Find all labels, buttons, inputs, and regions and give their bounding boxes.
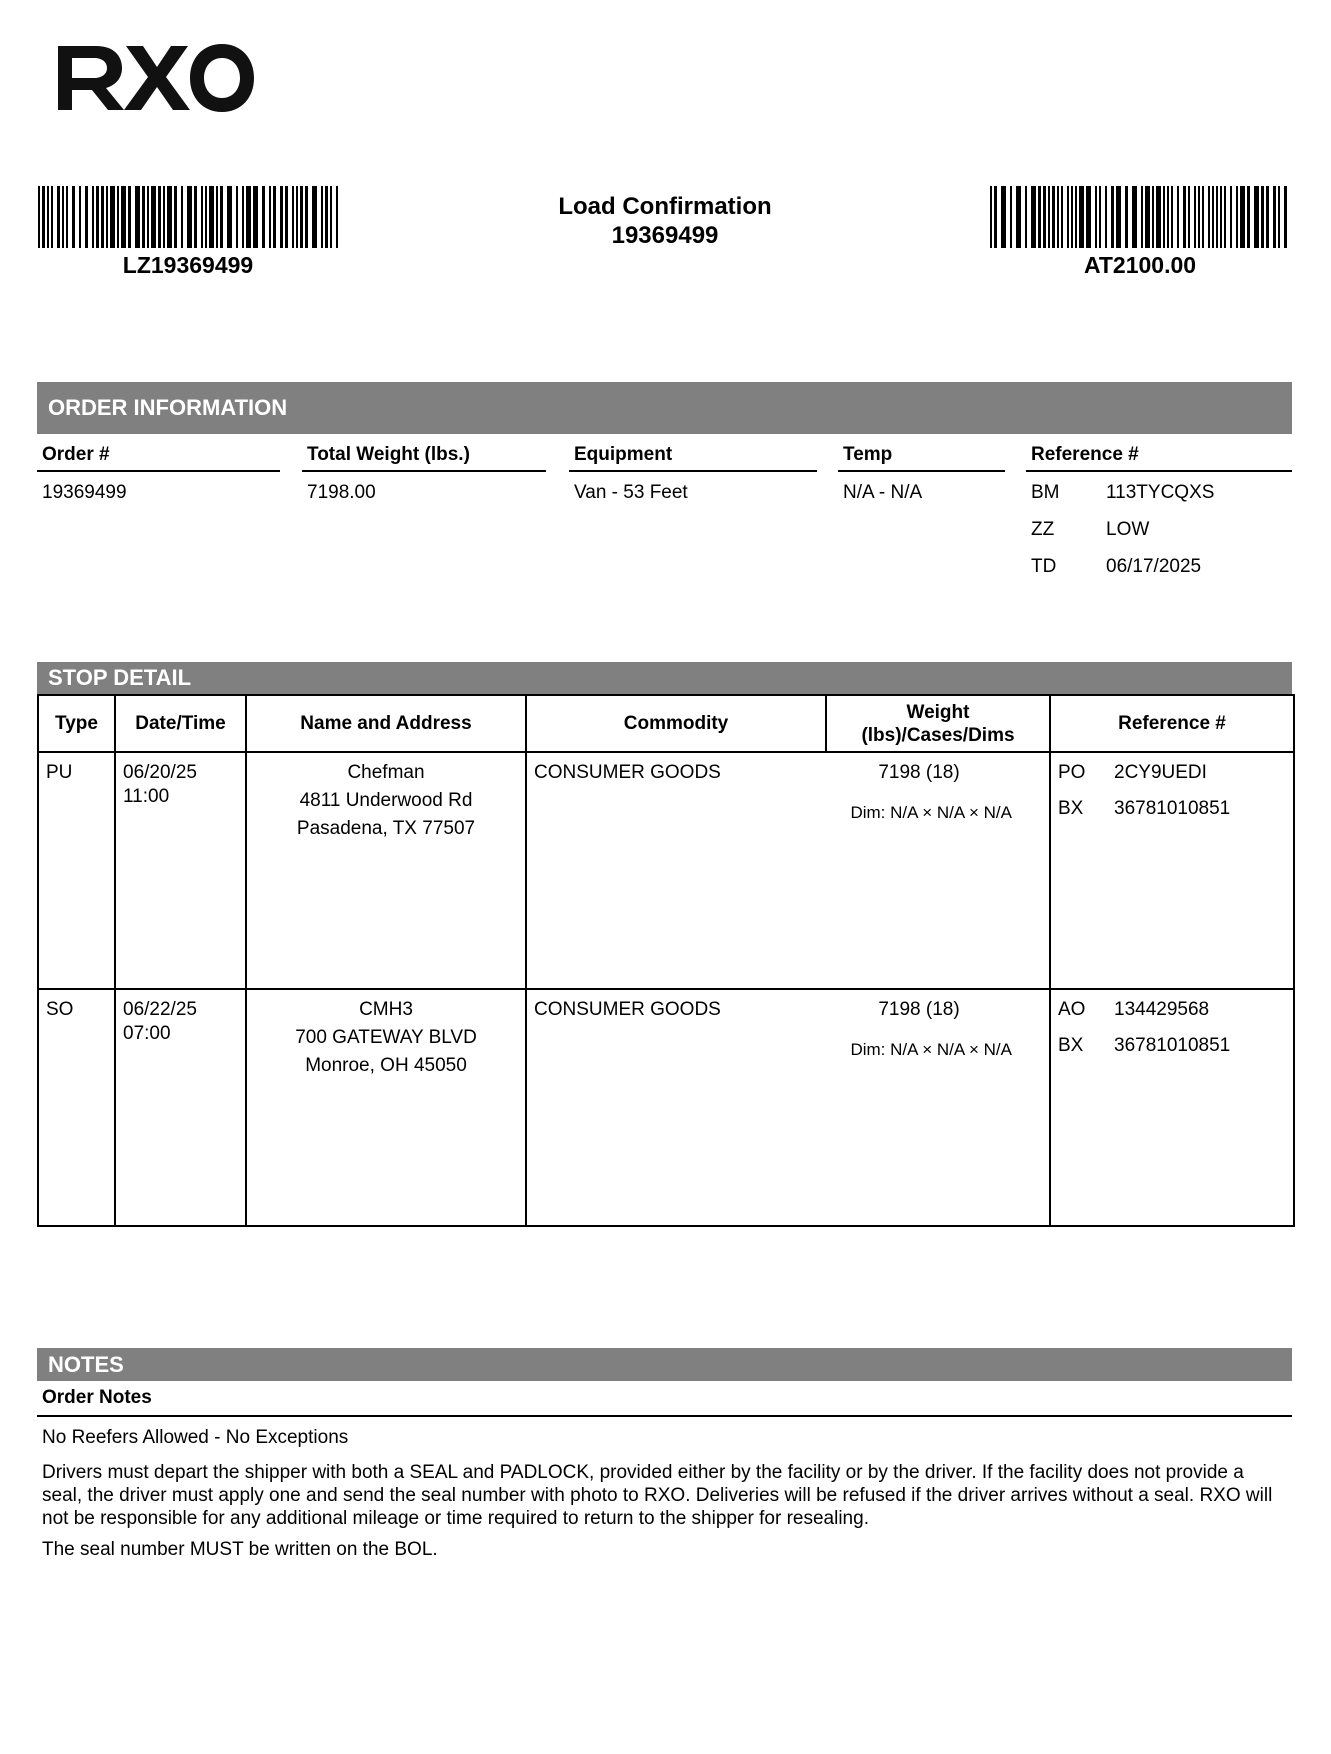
order-number-value: 19369499 — [42, 482, 127, 503]
order-notes-body — [42, 1420, 1287, 1561]
right-barcode-text: AT2100.00 — [1083, 252, 1197, 278]
equipment-label: Equipment — [569, 440, 817, 472]
order-information-header: ORDER INFORMATION — [37, 382, 1292, 434]
barcode-bar — [336, 186, 338, 248]
reference-row — [1026, 481, 1292, 518]
left-barcode — [38, 186, 338, 248]
barcode-space — [1287, 186, 1290, 248]
reference-row — [1058, 998, 1286, 1034]
stop-type: SO — [38, 989, 115, 1226]
load-number: 19369499 — [611, 222, 719, 249]
stop-type: PU — [38, 752, 115, 989]
order-number-label: Order # — [37, 440, 280, 472]
equipment-value: Van - 53 Feet — [574, 482, 688, 503]
weight-header — [826, 695, 1050, 752]
total-weight-value: 7198.00 — [307, 482, 376, 503]
stop-commodity-weight — [526, 989, 1050, 1226]
type-header: Type — [38, 695, 115, 752]
left-barcode-text: LZ19369499 — [122, 252, 254, 278]
stop-name-address — [246, 752, 526, 989]
table-row — [38, 989, 1294, 1226]
reference-code: ZZ — [1031, 519, 1055, 540]
reference-header: Reference # — [1050, 695, 1294, 752]
title-text: Load Confirmation — [558, 193, 772, 220]
stop-time: 07:00 — [123, 1023, 171, 1044]
document-title — [460, 192, 870, 250]
reference-value: 2CY9UEDI — [1114, 762, 1207, 783]
note-line: The seal number MUST be written on the BOL. — [42, 1539, 438, 1560]
reference-code: PO — [1058, 762, 1086, 783]
stop-detail-table — [37, 694, 1295, 1227]
stop-detail-header: STOP DETAIL — [37, 662, 1292, 694]
stop-date: 06/22/25 — [123, 999, 197, 1020]
stop-references — [1050, 989, 1294, 1226]
stop-commodity-weight — [526, 752, 1050, 989]
note-line: No Reefers Allowed - No Exceptions — [42, 1427, 349, 1448]
stop-weight: 7198 (18) — [878, 999, 960, 1020]
reference-value: 06/17/2025 — [1106, 556, 1202, 577]
rxo-logo — [56, 40, 256, 116]
stop-commodity: CONSUMER GOODS — [534, 999, 721, 1020]
reference-list — [1026, 481, 1292, 592]
temp-label: Temp — [838, 440, 1005, 472]
reference-code: BX — [1058, 1035, 1084, 1056]
table-header-row — [38, 695, 1294, 752]
temp-column — [838, 440, 1005, 505]
stop-date: 06/20/25 — [123, 762, 197, 783]
commodity-header: Commodity — [526, 695, 826, 752]
reference-value: 36781010851 — [1114, 1035, 1231, 1056]
total-weight-column — [302, 440, 546, 505]
weight-header-line2: (lbs)/Cases/Dims — [861, 724, 1015, 746]
stop-name: Chefman — [347, 762, 425, 783]
reference-row — [1058, 1034, 1286, 1070]
note-line: Drivers must depart the shipper with both a SEAL and PADLOCK, provided either by the facility or by the driver. If the facility does not provide a seal, the driver must apply one and send the seal number with photo to RXO. Deliveries will be refused if the driver arrives without a seal. RXO will not be responsible for any additional mileage or time required to return to the shipper for resealing. — [42, 1462, 1273, 1529]
equipment-column — [569, 440, 817, 505]
order-number-column — [37, 440, 280, 505]
stop-address-line2: Pasadena, TX 77507 — [296, 818, 476, 839]
table-row — [38, 752, 1294, 989]
reference-code: BM — [1031, 482, 1060, 503]
stop-address-line2: Monroe, OH 45050 — [305, 1055, 467, 1076]
right-barcode — [990, 186, 1290, 248]
stop-datetime — [115, 752, 246, 989]
stop-name: CMH3 — [359, 999, 413, 1020]
stop-dims: Dim: N/A × N/A × N/A — [850, 803, 1012, 822]
notes-header: NOTES — [37, 1348, 1292, 1381]
reference-value: 113TYCQXS — [1106, 482, 1215, 503]
stop-references — [1050, 752, 1294, 989]
stop-time: 11:00 — [123, 786, 170, 807]
reference-row — [1026, 555, 1292, 592]
reference-code: BX — [1058, 798, 1084, 819]
total-weight-label: Total Weight (lbs.) — [302, 440, 546, 472]
temp-value: N/A - N/A — [843, 482, 923, 503]
datetime-header: Date/Time — [115, 695, 246, 752]
weight-header-line1: Weight — [906, 701, 970, 723]
reference-code: AO — [1058, 999, 1086, 1020]
reference-value: LOW — [1106, 519, 1150, 540]
stop-dims: Dim: N/A × N/A × N/A — [850, 1040, 1012, 1059]
reference-value: 36781010851 — [1114, 798, 1231, 819]
reference-row — [1026, 518, 1292, 555]
reference-row — [1058, 797, 1286, 833]
stop-weight: 7198 (18) — [878, 762, 960, 783]
reference-column — [1026, 440, 1292, 592]
stop-address-line1: 4811 Underwood Rd — [299, 790, 473, 811]
stop-commodity: CONSUMER GOODS — [534, 762, 721, 783]
reference-code: TD — [1031, 556, 1057, 577]
reference-value: 134429568 — [1114, 999, 1210, 1020]
name-address-header: Name and Address — [246, 695, 526, 752]
reference-label: Reference # — [1026, 440, 1292, 472]
stop-datetime — [115, 989, 246, 1226]
stop-address-line1: 700 GATEWAY BLVD — [295, 1027, 477, 1048]
order-notes-heading: Order Notes — [37, 1381, 1292, 1417]
reference-row — [1058, 761, 1286, 797]
stop-name-address — [246, 989, 526, 1226]
